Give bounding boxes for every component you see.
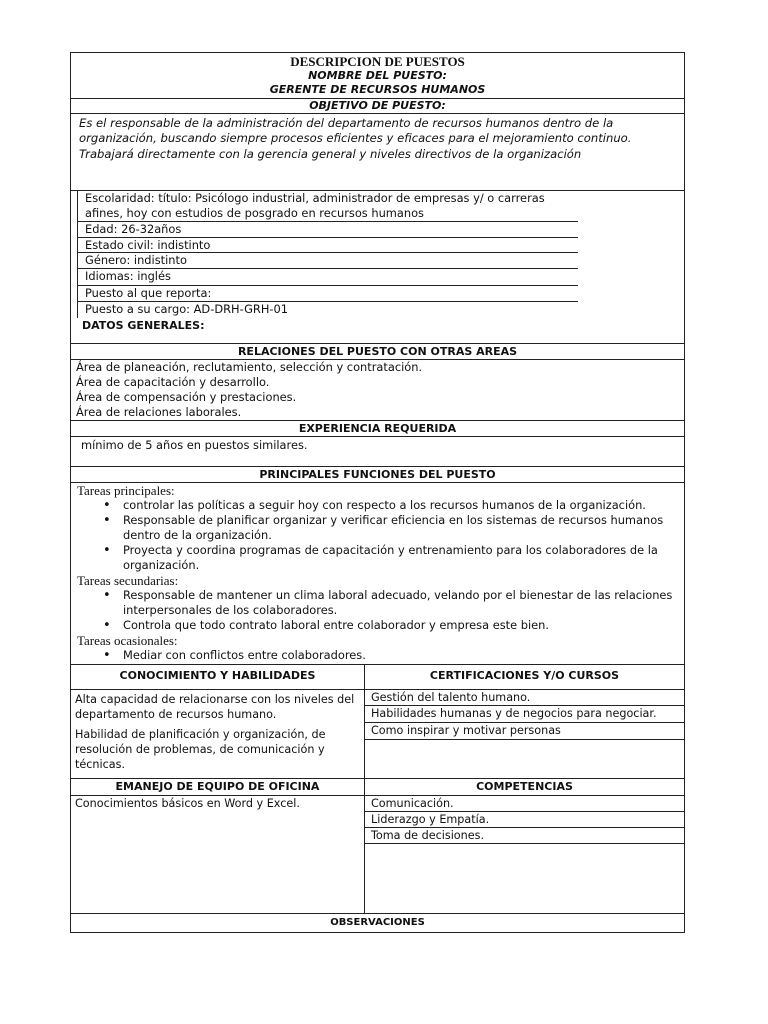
list-item: Área de compensación y prestaciones. bbox=[76, 390, 297, 404]
title-block bbox=[71, 53, 684, 99]
job-name-label: NOMBRE DEL PUESTO: bbox=[308, 69, 447, 82]
general-data-item: Puesto al que reporta: bbox=[78, 286, 578, 302]
general-data-item: Género: indistinto bbox=[78, 253, 578, 269]
main-tasks-label: Tareas principales: bbox=[77, 483, 175, 498]
certification-item: Habilidades humanas y de negocios para negociar. bbox=[365, 706, 684, 723]
observations-row bbox=[71, 914, 684, 932]
equipment-competencies-header-row bbox=[71, 779, 684, 796]
relations-heading: RELACIONES DEL PUESTO CON OTRAS AREAS bbox=[71, 344, 684, 360]
list-item: Área de planeación, reclutamiento, selección y contratación. bbox=[76, 360, 423, 374]
list-item: • Responsable de planificar organizar y verificar eficiencia en los sistemas de recursos humanos dentro de la organización. bbox=[123, 513, 680, 543]
general-data-item: Escolaridad: título: Psicólogo industrial, administrador de empresas y/ o carreras afines, hoy con estudios de posgrado en recursos humanos bbox=[78, 191, 578, 222]
knowledge-text-1: Alta capacidad de relacionarse con los niveles del departamento de recursos humano. bbox=[75, 693, 355, 721]
secondary-tasks-list bbox=[77, 588, 680, 633]
list-item: • Mediar con conflictos entre colaboradores. bbox=[123, 648, 680, 663]
list-item: • Responsable de mantener un clima laboral adecuado, velando por el bienestar de las relaciones interpersonales de los colaboradores. bbox=[123, 588, 680, 618]
competency-item: Comunicación. bbox=[365, 796, 684, 812]
certifications-heading: CERTIFICACIONES Y/O CURSOS bbox=[429, 669, 620, 682]
general-data-table bbox=[77, 191, 578, 318]
office-equipment-heading: EMANEJO DE EQUIPO DE OFICINA bbox=[115, 780, 320, 793]
list-item: Área de relaciones laborales. bbox=[76, 405, 242, 419]
equipment-competencies-body-row bbox=[71, 796, 684, 914]
competencies-heading: COMPETENCIAS bbox=[476, 780, 573, 793]
list-item: • Proyecta y coordina programas de capacitación y entrenamiento para los colaboradores de la organización. bbox=[123, 543, 680, 573]
main-tasks-list bbox=[77, 498, 680, 573]
knowledge-certs-body-row bbox=[71, 690, 684, 779]
certification-item: Como inspirar y motivar personas bbox=[365, 723, 684, 740]
competency-item: Liderazgo y Empatía. bbox=[365, 812, 684, 828]
list-item: • Controla que todo contrato laboral entre colaborador y empresa este bien. bbox=[123, 618, 680, 633]
general-data-item: Edad: 26-32años bbox=[78, 222, 578, 238]
objective-text: Es el responsable de la administración del departamento de recursos humanos dentro de la organización, buscando siempre procesos eficientes y eficaces para el mejoramiento continuo. Trabajará directamente con la gerencia general y niveles directivos de la organización bbox=[79, 116, 632, 161]
knowledge-heading: CONOCIMIENTO Y HABILIDADES bbox=[119, 669, 316, 682]
occasional-tasks-list bbox=[77, 648, 680, 663]
list-item: Área de capacitación y desarrollo. bbox=[76, 375, 270, 389]
knowledge-text-2: Habilidad de planificación y organización, de resolución de problemas, de comunicación y técnicas. bbox=[75, 728, 326, 771]
certification-item: Gestión del talento humano. bbox=[365, 690, 684, 706]
experience-heading: EXPERIENCIA REQUERIDA bbox=[71, 421, 684, 437]
occasional-tasks-label: Tareas ocasionales: bbox=[77, 633, 178, 648]
general-data-item: Estado civil: indistinto bbox=[78, 238, 578, 254]
experience-row bbox=[71, 437, 684, 467]
objective-heading-row bbox=[71, 99, 684, 114]
knowledge-certs-header-row bbox=[71, 665, 684, 690]
objective-heading: OBJETIVO DE PUESTO: bbox=[309, 99, 446, 112]
office-equipment-text: Conocimientos básicos en Word y Excel. bbox=[75, 797, 300, 810]
job-name-value: GERENTE DE RECURSOS HUMANOS bbox=[269, 83, 486, 96]
general-data-item: Puesto a su cargo: AD-DRH-GRH-01 bbox=[85, 301, 289, 316]
observations-heading: OBSERVACIONES bbox=[330, 917, 425, 928]
general-data-label: DATOS GENERALES: bbox=[82, 319, 205, 332]
job-description-form bbox=[70, 52, 685, 933]
general-data-item: Idiomas: inglés bbox=[78, 269, 578, 286]
secondary-tasks-label: Tareas secundarias: bbox=[77, 573, 179, 588]
functions-heading: PRINCIPALES FUNCIONES DEL PUESTO bbox=[71, 467, 684, 483]
document-title: DESCRIPCION DE PUESTOS bbox=[290, 54, 465, 69]
general-data-section bbox=[71, 191, 684, 344]
competency-item: Toma de decisiones. bbox=[365, 828, 684, 844]
experience-text: mínimo de 5 años en puestos similares. bbox=[81, 438, 308, 452]
relations-list bbox=[71, 360, 684, 421]
functions-section bbox=[71, 483, 684, 665]
list-item: • controlar las políticas a seguir hoy con respecto a los recursos humanos de la organización. bbox=[123, 498, 680, 513]
objective-row bbox=[71, 114, 684, 191]
